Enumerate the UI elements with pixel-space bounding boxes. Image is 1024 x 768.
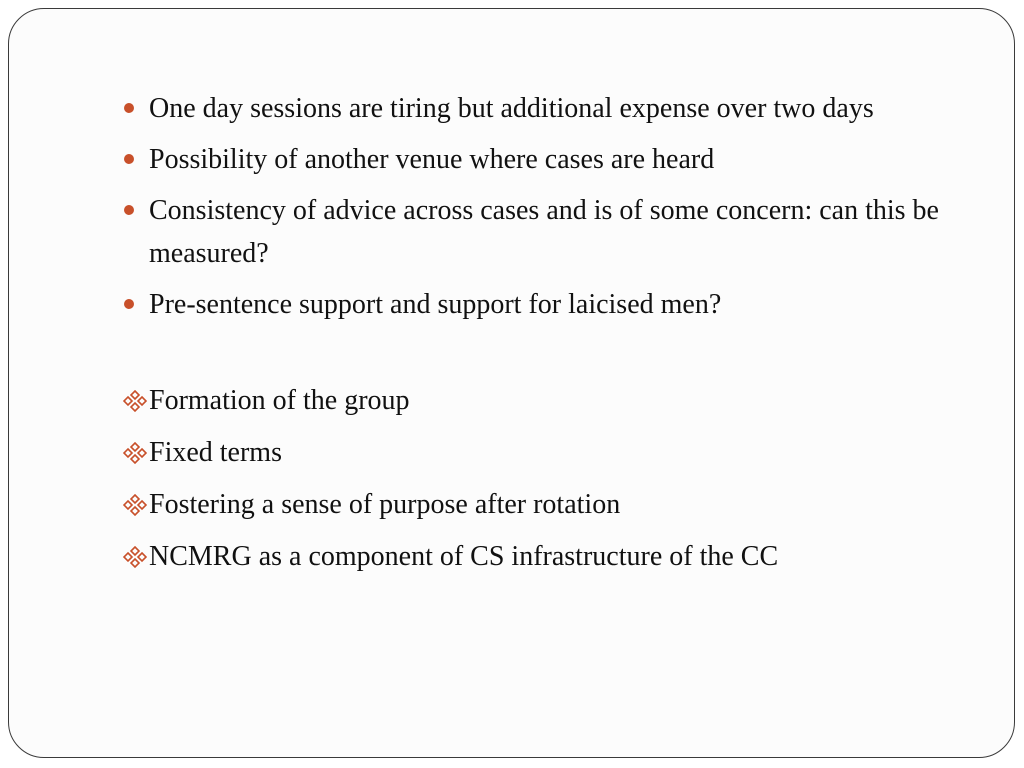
bullet-item bbox=[113, 283, 953, 326]
bullet-item bbox=[113, 87, 953, 130]
bullet-text: Possibility of another venue where cases are heard bbox=[149, 144, 715, 175]
diamond-bullet-list bbox=[113, 379, 953, 578]
bullet-text: One day sessions are tiring but additional expense over two days bbox=[149, 93, 874, 124]
bullet-item bbox=[113, 138, 953, 181]
slide-content bbox=[113, 87, 953, 587]
bullet-item bbox=[113, 189, 953, 275]
bullet-dot-icon bbox=[124, 103, 134, 113]
round-bullet-list bbox=[113, 87, 953, 326]
bullet-text: Pre-sentence support and support for laicised men? bbox=[149, 289, 722, 320]
diamond-item bbox=[113, 535, 953, 578]
diamond-item bbox=[113, 379, 953, 422]
four-diamond-icon bbox=[123, 442, 147, 464]
four-diamond-icon bbox=[123, 390, 147, 412]
four-diamond-icon bbox=[123, 494, 147, 516]
slide-frame bbox=[8, 8, 1015, 758]
diamond-item bbox=[113, 483, 953, 526]
diamond-item-text: Fixed terms bbox=[149, 437, 282, 468]
list-spacer bbox=[113, 334, 953, 379]
bullet-dot-icon bbox=[124, 299, 134, 309]
bullet-text: Consistency of advice across cases and is of some concern: can this be measured? bbox=[149, 195, 939, 269]
diamond-item bbox=[113, 431, 953, 474]
bullet-dot-icon bbox=[124, 154, 134, 164]
diamond-item-text: Formation of the group bbox=[149, 385, 410, 416]
four-diamond-icon bbox=[123, 546, 147, 568]
bullet-dot-icon bbox=[124, 205, 134, 215]
diamond-item-text: NCMRG as a component of CS infrastructure of the CC bbox=[149, 541, 779, 572]
diamond-item-text: Fostering a sense of purpose after rotation bbox=[149, 489, 621, 520]
